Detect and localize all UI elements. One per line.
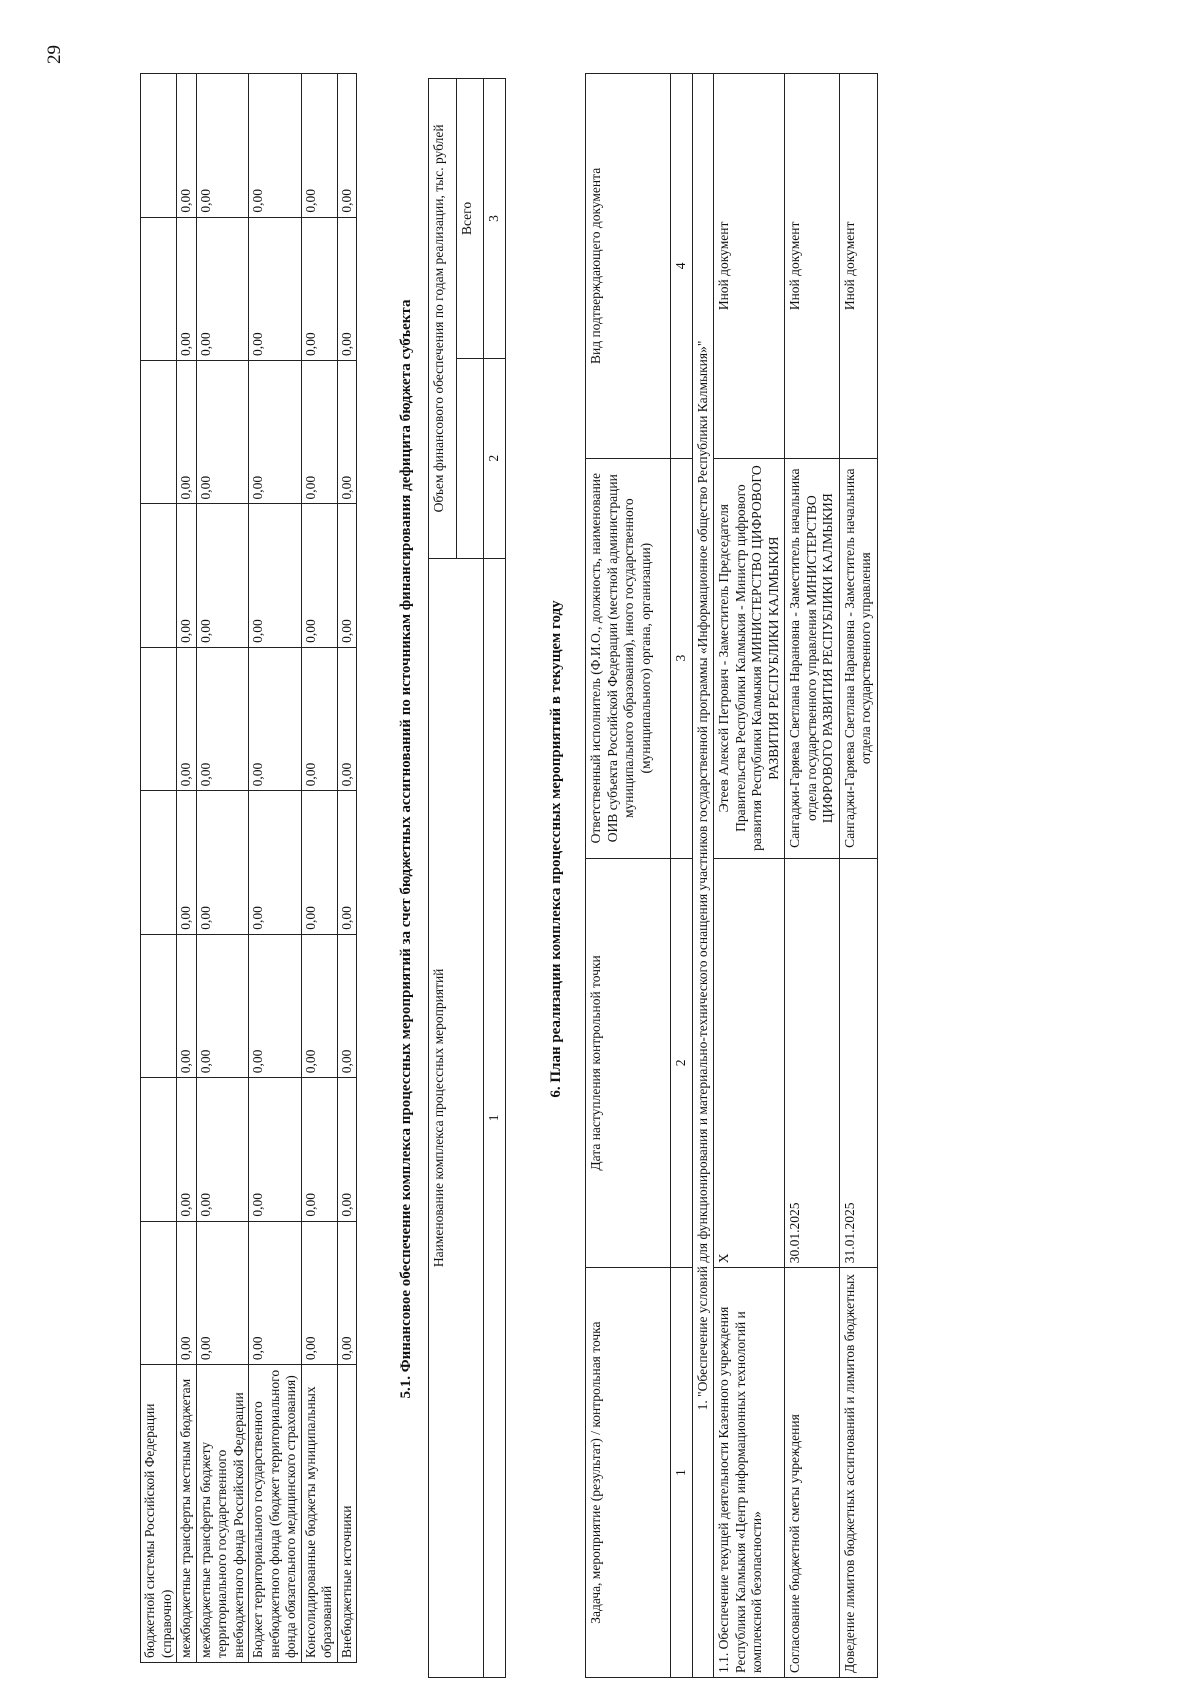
- budget-row: [177, 74, 197, 1663]
- plan-responsible: Сангаджи-Гаряева Светлана Нарановна - Заместитель начальника отдела государственного управления МИНИСТЕРСТВО ЦИФРОВОГО РАЗВИТИЯ РЕСПУБЛИКИ КАЛМЫКИЯ: [785, 458, 840, 858]
- budget-value-cell: 0,00: [177, 1221, 197, 1364]
- budget-value-cell: 0,00: [249, 74, 302, 218]
- budget-value-cell: 0,00: [177, 934, 197, 1077]
- budget-row: [337, 74, 357, 1663]
- budget-row: [141, 74, 177, 1663]
- budget-value-cell: 0,00: [337, 217, 357, 360]
- budget-value-cell: [141, 934, 177, 1077]
- s6-num-2: 2: [671, 858, 693, 1268]
- plan-responsible: Этеев Алексей Петрович - Заместитель Председателя Правительства Республики Калмыкия - Министр цифрового развития Республики Калмыкия МИНИСТЕРСТВО ЦИФРОВОГО РАЗВИТИЯ РЕСПУБЛИКИ КАЛМЫКИЯ: [714, 458, 785, 858]
- budget-row-label: Консолидированные бюджеты муниципальных образований: [301, 1365, 337, 1663]
- budget-row-label: межбюджетные трансферты бюджету территориального государственного внебюджетного фонда Российской Федерации: [196, 1365, 249, 1663]
- budget-value-cell: 0,00: [177, 791, 197, 934]
- budget-value-cell: 0,00: [196, 217, 249, 360]
- budget-value-cell: 0,00: [337, 791, 357, 934]
- budget-value-cell: [141, 1078, 177, 1221]
- budget-value-cell: [141, 1221, 177, 1364]
- plan-date: 30.01.2025: [785, 858, 840, 1268]
- plan-item-name: 1.1. Обеспечение текущей деятельности Казенного учреждения Республики Калмыкия «Центр информационных технологий и комплексной безопасности»: [714, 1268, 785, 1678]
- budget-value-cell: 0,00: [337, 647, 357, 790]
- budget-value-cell: 0,00: [196, 934, 249, 1077]
- s6-header-3: Ответственный исполнитель (Ф.И.О., должность, наименование ОИВ субъекта Российской Федерации (местной администрации муниципального образования), иного государственного (муниципального) органа, организации): [586, 458, 671, 858]
- plan-document: Иной документ: [785, 74, 840, 459]
- budget-sources-table: [140, 73, 357, 1663]
- plan-item-name: Доведение лимитов бюджетных ассигнований и лимитов бюджетных: [839, 1268, 877, 1678]
- budget-value-cell: 0,00: [177, 74, 197, 218]
- budget-value-cell: 0,00: [196, 647, 249, 790]
- plan-document: Иной документ: [839, 74, 877, 459]
- plan-document: Иной документ: [714, 74, 785, 459]
- section-6-table: [585, 73, 878, 1678]
- budget-value-cell: 0,00: [301, 647, 337, 790]
- s51-col2-header: Объем финансового обеспечения по годам реализации, тыс. рублей: [429, 79, 457, 559]
- budget-value-cell: 0,00: [337, 1221, 357, 1364]
- budget-value-cell: 0,00: [177, 647, 197, 790]
- budget-value-cell: 0,00: [196, 1221, 249, 1364]
- budget-value-cell: 0,00: [337, 504, 357, 647]
- section-6-title: 6. План реализации комплекса процессных мероприятий в текущем году: [548, 600, 564, 1098]
- section-5-1-table: [428, 78, 506, 1678]
- budget-value-cell: 0,00: [301, 1078, 337, 1221]
- budget-value-cell: 0,00: [301, 504, 337, 647]
- budget-value-cell: 0,00: [301, 791, 337, 934]
- s6-task-row: 1. "Обеспечение условий для функционирования и материально-технического оснащения участников государственной программы «Информационное общество Республики Калмыкия»": [692, 74, 714, 1678]
- budget-value-cell: 0,00: [301, 361, 337, 504]
- budget-value-cell: 0,00: [301, 1221, 337, 1364]
- budget-value-cell: [141, 74, 177, 218]
- plan-row: [839, 74, 877, 1678]
- budget-value-cell: 0,00: [196, 1078, 249, 1221]
- budget-row-label: Бюджет территориального государственного внебюджетного фонда (бюджет территориального фонда обязательного медицинского страхования): [249, 1365, 302, 1663]
- budget-value-cell: 0,00: [249, 1078, 302, 1221]
- budget-value-cell: 0,00: [249, 791, 302, 934]
- budget-value-cell: 0,00: [177, 1078, 197, 1221]
- budget-value-cell: [141, 217, 177, 360]
- section-5-1-title: 5.1. Финансовое обеспечение комплекса процессных мероприятий за счет бюджетных ассигнований по источникам финансирования дефицита бюджета субъекта: [398, 299, 414, 1399]
- budget-value-cell: 0,00: [177, 361, 197, 504]
- plan-date: 31.01.2025: [839, 858, 877, 1268]
- budget-value-cell: 0,00: [249, 504, 302, 647]
- budget-value-cell: 0,00: [301, 74, 337, 218]
- budget-value-cell: 0,00: [249, 217, 302, 360]
- budget-value-cell: 0,00: [301, 217, 337, 360]
- s6-header-1: Задача, мероприятие (результат) / контрольная точка: [586, 1268, 671, 1678]
- s51-total-header: Всего: [456, 79, 484, 359]
- budget-row: [249, 74, 302, 1663]
- budget-row-label: бюджетной системы Российской Федерации (справочно): [141, 1365, 177, 1663]
- budget-value-cell: 0,00: [177, 217, 197, 360]
- budget-value-cell: 0,00: [196, 504, 249, 647]
- budget-value-cell: 0,00: [337, 1078, 357, 1221]
- budget-value-cell: [141, 791, 177, 934]
- s6-num-4: 4: [671, 74, 693, 459]
- s6-header-2: Дата наступления контрольной точки: [586, 858, 671, 1268]
- budget-value-cell: [141, 504, 177, 647]
- s51-col1-header: Наименование комплекса процессных мероприятий: [429, 558, 484, 1677]
- page-number: 29: [44, 45, 65, 64]
- budget-value-cell: 0,00: [337, 934, 357, 1077]
- plan-date: X: [714, 858, 785, 1268]
- budget-row: [301, 74, 337, 1663]
- budget-value-cell: [141, 361, 177, 504]
- budget-value-cell: 0,00: [196, 791, 249, 934]
- plan-responsible: Сангаджи-Гаряева Светлана Нарановна - Заместитель начальника отдела государственного управления: [839, 458, 877, 858]
- budget-value-cell: 0,00: [337, 361, 357, 504]
- budget-value-cell: 0,00: [249, 647, 302, 790]
- s6-header-4: Вид подтверждающего документа: [586, 74, 671, 459]
- budget-value-cell: 0,00: [301, 934, 337, 1077]
- budget-value-cell: [141, 647, 177, 790]
- budget-value-cell: 0,00: [177, 504, 197, 647]
- budget-value-cell: 0,00: [196, 74, 249, 218]
- budget-value-cell: 0,00: [196, 361, 249, 504]
- budget-row-label: Внебюджетные источники: [337, 1365, 357, 1663]
- budget-value-cell: 0,00: [249, 1221, 302, 1364]
- s51-num-2: 2: [484, 358, 506, 558]
- s51-num-3: 3: [484, 79, 506, 359]
- budget-value-cell: 0,00: [337, 74, 357, 218]
- s6-num-1: 1: [671, 1268, 693, 1678]
- budget-row-label: межбюджетные трансферты местным бюджетам: [177, 1365, 197, 1663]
- budget-value-cell: 0,00: [249, 934, 302, 1077]
- plan-item-name: Согласование бюджетной сметы учреждения: [785, 1268, 840, 1678]
- s6-num-3: 3: [671, 458, 693, 858]
- s51-num-1: 1: [484, 558, 506, 1677]
- budget-row: [196, 74, 249, 1663]
- plan-row: [785, 74, 840, 1678]
- plan-row: [714, 74, 785, 1678]
- budget-value-cell: 0,00: [249, 361, 302, 504]
